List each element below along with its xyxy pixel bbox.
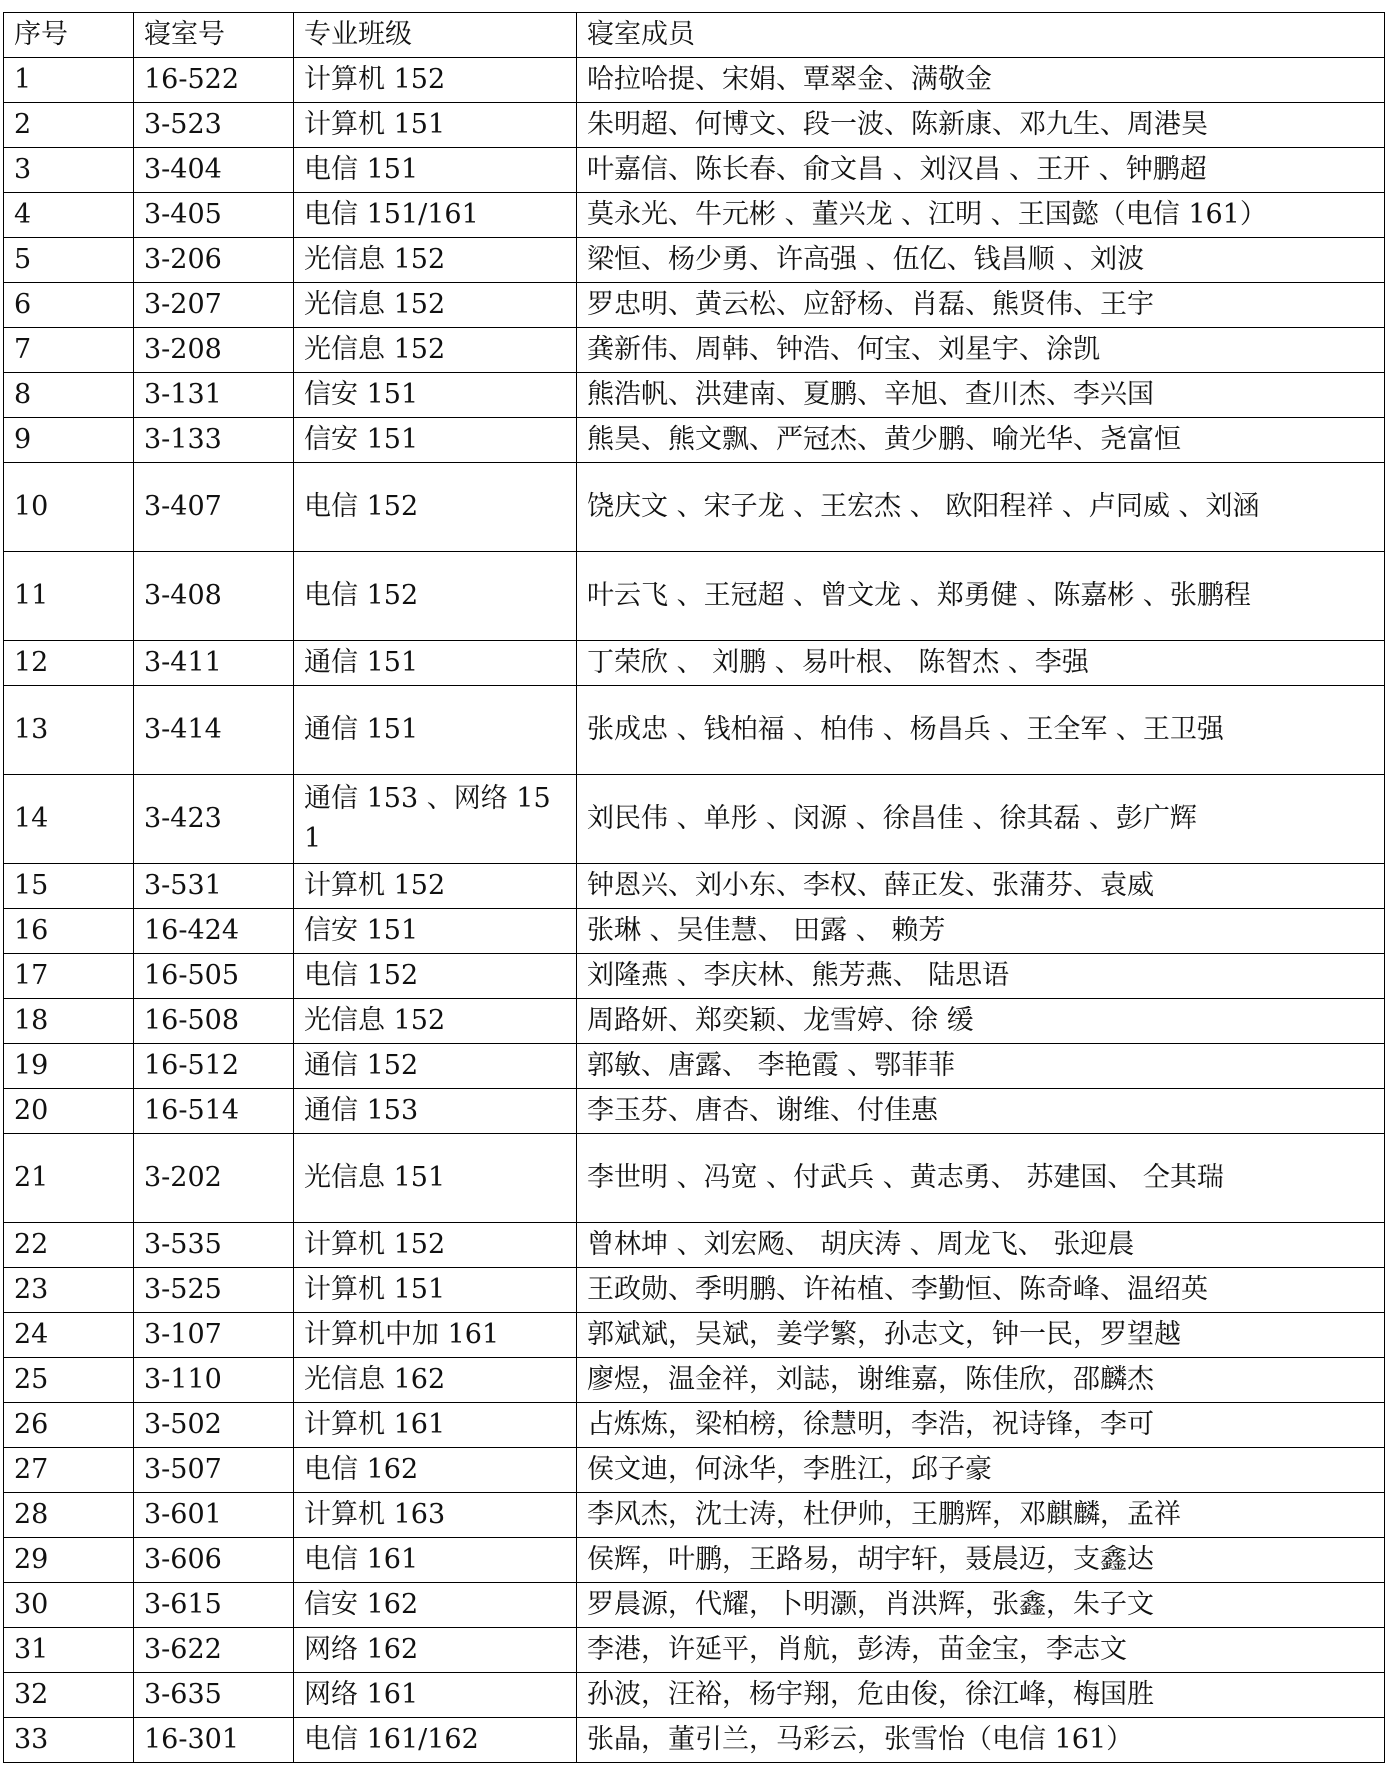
cell-class: 电信 152 — [294, 552, 577, 641]
cell-no: 24 — [4, 1313, 134, 1358]
cell-no: 22 — [4, 1223, 134, 1268]
cell-no: 32 — [4, 1673, 134, 1718]
cell-members: 叶嘉信、陈长春、俞文昌 、刘汉昌 、王开 、钟鹏超 — [577, 148, 1385, 193]
cell-class: 计算机 152 — [294, 58, 577, 103]
cell-members: 张琳 、吴佳慧、 田露 、 赖芳 — [577, 909, 1385, 954]
cell-no: 19 — [4, 1044, 134, 1089]
cell-class: 计算机 151 — [294, 1268, 577, 1313]
cell-members: 罗晨源，代耀，卜明灏，肖洪辉，张鑫，朱子文 — [577, 1583, 1385, 1628]
table-row — [4, 954, 1385, 999]
roster-body — [4, 58, 1385, 1763]
cell-class: 光信息 152 — [294, 999, 577, 1044]
table-row — [4, 1583, 1385, 1628]
header-class: 专业班级 — [294, 13, 577, 58]
cell-members: 刘民伟 、单彤 、闵源 、徐昌佳 、徐其磊 、彭广辉 — [577, 775, 1385, 864]
table-row — [4, 103, 1385, 148]
cell-no: 21 — [4, 1134, 134, 1223]
cell-members: 张晶，董引兰，马彩云，张雪怡（电信 161） — [577, 1718, 1385, 1763]
cell-members: 熊浩帆、洪建南、夏鹏、辛旭、查川杰、李兴国 — [577, 373, 1385, 418]
table-row — [4, 283, 1385, 328]
cell-class: 网络 162 — [294, 1628, 577, 1673]
cell-members: 熊昊、熊文飘、严冠杰、黄少鹏、喻光华、尧富恒 — [577, 418, 1385, 463]
table-row — [4, 1718, 1385, 1763]
cell-class: 信安 151 — [294, 909, 577, 954]
cell-no: 4 — [4, 193, 134, 238]
cell-no: 10 — [4, 463, 134, 552]
cell-room: 3-535 — [134, 1223, 294, 1268]
cell-class: 电信 162 — [294, 1448, 577, 1493]
cell-no: 31 — [4, 1628, 134, 1673]
cell-no: 12 — [4, 641, 134, 686]
table-row — [4, 641, 1385, 686]
header-members: 寝室成员 — [577, 13, 1385, 58]
table-row — [4, 1223, 1385, 1268]
cell-members: 李风杰，沈士涛，杜伊帅，王鹏辉，邓麒麟，孟祥 — [577, 1493, 1385, 1538]
cell-room: 16-505 — [134, 954, 294, 999]
cell-class: 光信息 152 — [294, 328, 577, 373]
header-row — [4, 13, 1385, 58]
table-row — [4, 193, 1385, 238]
cell-members: 李玉芬、唐杏、谢维、付佳惠 — [577, 1089, 1385, 1134]
cell-members: 罗忠明、黄云松、应舒杨、肖磊、熊贤伟、王宇 — [577, 283, 1385, 328]
cell-no: 1 — [4, 58, 134, 103]
cell-members: 郭斌斌，吴斌，姜学繁，孙志文，钟一民，罗望越 — [577, 1313, 1385, 1358]
table-row — [4, 373, 1385, 418]
table-row — [4, 58, 1385, 103]
cell-room: 3-408 — [134, 552, 294, 641]
cell-no: 8 — [4, 373, 134, 418]
table-row — [4, 1268, 1385, 1313]
cell-room: 3-622 — [134, 1628, 294, 1673]
cell-members: 孙波，汪裕，杨宇翔，危由俊，徐江峰，梅国胜 — [577, 1673, 1385, 1718]
table-row — [4, 909, 1385, 954]
table-row — [4, 1538, 1385, 1583]
cell-members: 李世明 、冯宽 、付武兵 、黄志勇、 苏建国、 仝其瑞 — [577, 1134, 1385, 1223]
cell-class: 电信 151 — [294, 148, 577, 193]
cell-room: 3-405 — [134, 193, 294, 238]
cell-class: 电信 161 — [294, 1538, 577, 1583]
header-room: 寝室号 — [134, 13, 294, 58]
cell-no: 18 — [4, 999, 134, 1044]
cell-class: 通信 153 — [294, 1089, 577, 1134]
table-row — [4, 1358, 1385, 1403]
cell-members: 刘隆燕 、李庆林、熊芳燕、 陆思语 — [577, 954, 1385, 999]
cell-class: 光信息 152 — [294, 238, 577, 283]
cell-members: 钟恩兴、刘小东、李权、薛正发、张蒲芬、袁威 — [577, 864, 1385, 909]
cell-room: 16-514 — [134, 1089, 294, 1134]
cell-no: 6 — [4, 283, 134, 328]
cell-no: 13 — [4, 686, 134, 775]
cell-class: 信安 151 — [294, 373, 577, 418]
cell-class: 光信息 152 — [294, 283, 577, 328]
cell-room: 3-404 — [134, 148, 294, 193]
cell-class: 信安 151 — [294, 418, 577, 463]
cell-members: 梁恒、杨少勇、许高强 、伍亿、钱昌顺 、刘波 — [577, 238, 1385, 283]
cell-class: 网络 161 — [294, 1673, 577, 1718]
cell-room: 3-110 — [134, 1358, 294, 1403]
cell-room: 3-601 — [134, 1493, 294, 1538]
cell-class: 光信息 162 — [294, 1358, 577, 1403]
cell-room: 3-411 — [134, 641, 294, 686]
cell-room: 3-207 — [134, 283, 294, 328]
cell-members: 哈拉哈提、宋娟、覃翠金、满敬金 — [577, 58, 1385, 103]
cell-room: 3-502 — [134, 1403, 294, 1448]
table-row — [4, 1628, 1385, 1673]
table-row — [4, 1493, 1385, 1538]
table-row — [4, 999, 1385, 1044]
cell-no: 3 — [4, 148, 134, 193]
table-row — [4, 1403, 1385, 1448]
cell-room: 3-414 — [134, 686, 294, 775]
cell-members: 周路妍、郑奕颖、龙雪婷、徐 缓 — [577, 999, 1385, 1044]
cell-room: 3-208 — [134, 328, 294, 373]
cell-members: 丁荣欣 、 刘鹏 、易叶根、 陈智杰 、李强 — [577, 641, 1385, 686]
cell-room: 16-301 — [134, 1718, 294, 1763]
cell-class: 通信 153 、网络 151 — [294, 775, 577, 864]
cell-members: 叶云飞 、王冠超 、曾文龙 、郑勇健 、陈嘉彬 、张鹏程 — [577, 552, 1385, 641]
cell-members: 郭敏、唐露、 李艳霞 、鄂菲菲 — [577, 1044, 1385, 1089]
cell-class: 通信 151 — [294, 641, 577, 686]
table-row — [4, 686, 1385, 775]
cell-members: 朱明超、何博文、段一波、陈新康、邓九生、周港昊 — [577, 103, 1385, 148]
table-row — [4, 463, 1385, 552]
cell-members: 饶庆文 、宋子龙 、王宏杰 、 欧阳程祥 、卢同威 、刘涵 — [577, 463, 1385, 552]
cell-class: 电信 152 — [294, 954, 577, 999]
table-row — [4, 418, 1385, 463]
cell-room: 3-107 — [134, 1313, 294, 1358]
cell-class: 光信息 151 — [294, 1134, 577, 1223]
cell-no: 17 — [4, 954, 134, 999]
cell-no: 30 — [4, 1583, 134, 1628]
cell-no: 16 — [4, 909, 134, 954]
table-row — [4, 864, 1385, 909]
cell-no: 11 — [4, 552, 134, 641]
cell-no: 7 — [4, 328, 134, 373]
cell-class: 计算机 161 — [294, 1403, 577, 1448]
table-row — [4, 775, 1385, 864]
table-row — [4, 148, 1385, 193]
cell-no: 20 — [4, 1089, 134, 1134]
cell-no: 27 — [4, 1448, 134, 1493]
cell-no: 5 — [4, 238, 134, 283]
cell-room: 16-512 — [134, 1044, 294, 1089]
cell-room: 3-531 — [134, 864, 294, 909]
cell-room: 3-606 — [134, 1538, 294, 1583]
table-row — [4, 1044, 1385, 1089]
cell-members: 龚新伟、周韩、钟浩、何宝、刘星宇、涂凯 — [577, 328, 1385, 373]
cell-class: 计算机中加 161 — [294, 1313, 577, 1358]
cell-class: 信安 162 — [294, 1583, 577, 1628]
cell-room: 3-423 — [134, 775, 294, 864]
cell-room: 3-523 — [134, 103, 294, 148]
cell-class: 计算机 152 — [294, 1223, 577, 1268]
dorm-roster-table — [3, 12, 1385, 1763]
cell-room: 3-407 — [134, 463, 294, 552]
cell-no: 28 — [4, 1493, 134, 1538]
cell-class: 计算机 151 — [294, 103, 577, 148]
cell-room: 16-522 — [134, 58, 294, 103]
cell-members: 廖煜，温金祥，刘誌，谢维嘉，陈佳欣，邵麟杰 — [577, 1358, 1385, 1403]
cell-room: 3-131 — [134, 373, 294, 418]
cell-members: 李港，许延平，肖航，彭涛，苗金宝，李志文 — [577, 1628, 1385, 1673]
cell-no: 25 — [4, 1358, 134, 1403]
cell-room: 16-424 — [134, 909, 294, 954]
cell-no: 2 — [4, 103, 134, 148]
cell-no: 29 — [4, 1538, 134, 1583]
table-row — [4, 1673, 1385, 1718]
cell-no: 33 — [4, 1718, 134, 1763]
cell-no: 23 — [4, 1268, 134, 1313]
cell-class: 电信 161/162 — [294, 1718, 577, 1763]
table-row — [4, 238, 1385, 283]
cell-members: 占炼炼，梁柏榜，徐慧明，李浩，祝诗锋，李可 — [577, 1403, 1385, 1448]
cell-room: 3-615 — [134, 1583, 294, 1628]
cell-members: 侯辉，叶鹏，王路易，胡宇轩，聂晨迈，支鑫达 — [577, 1538, 1385, 1583]
cell-room: 3-206 — [134, 238, 294, 283]
header-no: 序号 — [4, 13, 134, 58]
table-row — [4, 1313, 1385, 1358]
cell-class: 计算机 163 — [294, 1493, 577, 1538]
table-row — [4, 552, 1385, 641]
cell-room: 3-133 — [134, 418, 294, 463]
cell-class: 通信 152 — [294, 1044, 577, 1089]
table-row — [4, 1089, 1385, 1134]
table-row — [4, 1448, 1385, 1493]
cell-class: 电信 152 — [294, 463, 577, 552]
cell-class: 计算机 152 — [294, 864, 577, 909]
cell-no: 26 — [4, 1403, 134, 1448]
cell-class: 电信 151/161 — [294, 193, 577, 238]
cell-members: 王政勋、季明鹏、许祐植、李勤恒、陈奇峰、温绍英 — [577, 1268, 1385, 1313]
cell-members: 侯文迪，何泳华，李胜江，邱子豪 — [577, 1448, 1385, 1493]
cell-no: 14 — [4, 775, 134, 864]
cell-members: 莫永光、牛元彬 、董兴龙 、江明 、王国懿（电信 161） — [577, 193, 1385, 238]
cell-members: 曾林坤 、刘宏飏、 胡庆涛 、周龙飞、 张迎晨 — [577, 1223, 1385, 1268]
cell-room: 3-202 — [134, 1134, 294, 1223]
cell-class: 通信 151 — [294, 686, 577, 775]
table-row — [4, 1134, 1385, 1223]
cell-no: 15 — [4, 864, 134, 909]
cell-room: 3-525 — [134, 1268, 294, 1313]
cell-members: 张成忠 、钱柏福 、柏伟 、杨昌兵 、王全军 、王卫强 — [577, 686, 1385, 775]
cell-room: 16-508 — [134, 999, 294, 1044]
table-row — [4, 328, 1385, 373]
cell-room: 3-507 — [134, 1448, 294, 1493]
cell-room: 3-635 — [134, 1673, 294, 1718]
cell-no: 9 — [4, 418, 134, 463]
